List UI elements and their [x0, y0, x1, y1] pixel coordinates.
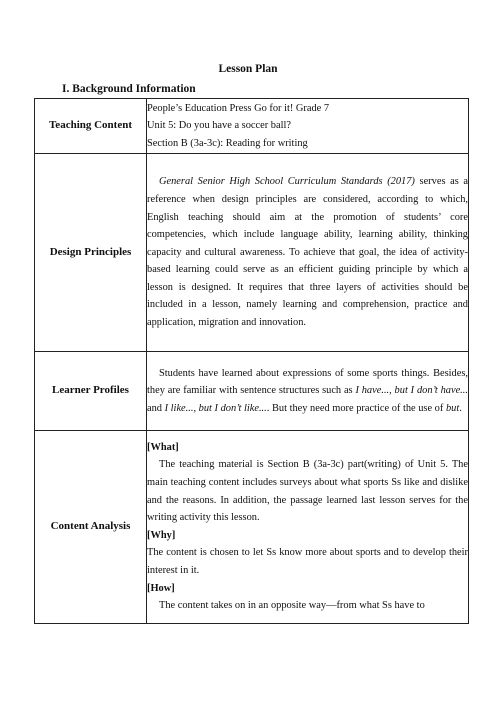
teaching-content-value — [147, 99, 469, 154]
row-design-principles — [35, 154, 469, 352]
teaching-content-line: Unit 5: Do you have a soccer ball? — [147, 120, 291, 132]
curriculum-standards-title: General Senior High School Curriculum Standards (2017) — [159, 176, 415, 188]
learner-text: Students have learned about expressions of some sports things. Besides, they are familiar with sentence structures such as — [147, 367, 468, 397]
learner-profiles-paragraph — [147, 365, 468, 418]
document-title: Lesson Plan — [218, 63, 278, 75]
learner-text: . But they need more practice of the use of — [266, 402, 446, 414]
design-principles-paragraph — [147, 173, 468, 331]
design-principles-value — [147, 154, 469, 352]
lesson-plan-table — [34, 98, 469, 624]
row-teaching-content — [35, 99, 469, 154]
design-principles-label: Design Principles — [35, 154, 147, 352]
teaching-content-line: People’s Education Press Go for it! Grade 7 — [147, 102, 330, 114]
sentence-structure-example: I like..., but I don’t like... — [164, 402, 267, 414]
row-learner-profiles — [35, 352, 469, 431]
teaching-content-line: Section B (3a-3c): Reading for writing — [147, 137, 308, 149]
teaching-content-label: Teaching Content — [35, 99, 147, 154]
how-heading: [How] — [147, 582, 175, 594]
learner-text: . — [459, 402, 462, 414]
why-heading: [Why] — [147, 529, 176, 541]
sentence-structure-example: I have..., but I don’t have... — [355, 385, 468, 397]
but-keyword: but — [445, 402, 460, 414]
why-paragraph: The content is chosen to let Ss know more about sports and to develop their interest in it. — [147, 547, 468, 576]
design-principles-text: serves as a reference when design principles are considered, according to which, English teaching should aim at the promotion of students’ core competencies, which include language ability, learning ability, thinking capacity and cultural awareness. To achieve that goal, the idea of activity-based learning could serve as an efficient guiding principle by which a lesson is designed. It requires that three layers of activities should be included in a lesson, namely learning and comprehension, practice and application, migration and innovation. — [147, 176, 468, 329]
how-paragraph: The content takes on in an opposite way—from what Ss have to — [159, 600, 425, 612]
content-analysis-value — [147, 431, 469, 624]
learner-text: and — [147, 402, 165, 414]
what-heading: [What] — [147, 441, 179, 453]
section-heading: I. Background Information — [62, 83, 196, 95]
learner-profiles-label: Learner Profiles — [35, 352, 147, 431]
learner-profiles-value — [147, 352, 469, 431]
content-analysis-label: Content Analysis — [35, 431, 147, 624]
row-content-analysis — [35, 431, 469, 624]
what-paragraph: The teaching material is Section B (3a-3c) part(writing) of Unit 5. The main teaching content includes surveys about what sports Ss like and dislike and the reasons. In addition, the passage learned last lesson serves for the writing activity this lesson. — [147, 459, 468, 524]
